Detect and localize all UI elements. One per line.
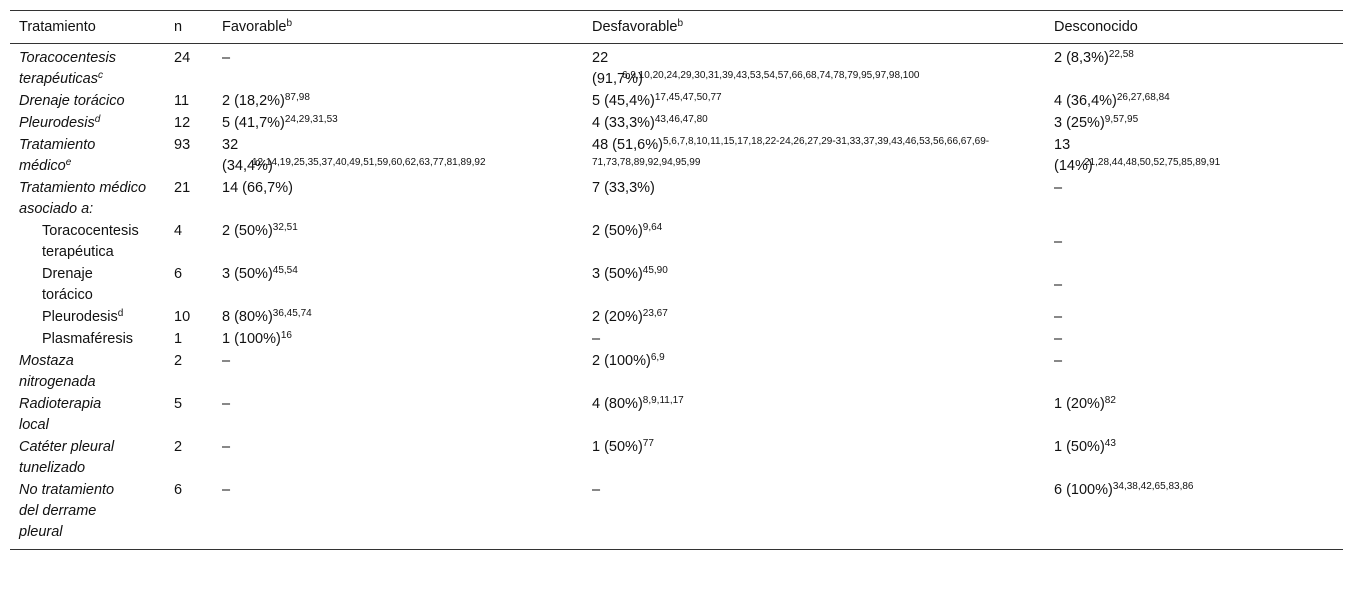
cell-treatment: Pleurodesis$^d$ <box>19 114 101 131</box>
cell-treatment: Plasmaféresis <box>42 331 134 347</box>
cell-unknown: – <box>1054 309 1063 325</box>
cell-unfavorable: 4 $(80\%)^{8,9,11,17}$ <box>592 395 684 412</box>
cell-treatment: Tratamiento médico asociado a: <box>19 180 147 217</box>
table-container <box>10 10 1343 550</box>
cell-treatment: Radioterapia local <box>19 396 102 433</box>
cell-unknown: 4 $(36,4\%)^{26,27,68,84}$ <box>1054 92 1170 109</box>
cell-favorable: 1 $(100\%)^{16}$ <box>222 330 292 347</box>
table-row <box>10 178 1343 221</box>
table-row <box>10 221 1343 264</box>
cell-unfavorable: 2 $(50\%)^{9,64}$ <box>592 222 663 239</box>
cell-unknown: – <box>1054 180 1063 196</box>
cell-unknown: – <box>1054 331 1063 347</box>
cell-n: 2 <box>174 439 183 455</box>
cell-n: 4 <box>174 223 183 239</box>
cell-unfavorable: 5 $(45,4\%)^{17,45,47,50,77}$ <box>592 92 722 109</box>
cell-favorable: – <box>222 396 231 412</box>
cell-treatment: Pleurodesis$^d$ <box>42 308 124 325</box>
cell-treatment: No tratamiento del derrame pleural <box>19 482 115 540</box>
cell-n: 6 <box>174 482 183 498</box>
cell-treatment: Drenaje torácico <box>42 266 93 303</box>
cell-n: 24 <box>174 50 191 66</box>
table-row <box>10 329 1343 351</box>
table-row <box>10 264 1343 307</box>
table-header <box>10 11 1343 44</box>
table-row <box>10 480 1343 550</box>
cell-treatment: Toracocentesis terapéutica <box>42 223 139 260</box>
cell-favorable: 8 $(80\%)^{36,45,74}$ <box>222 308 312 325</box>
cell-n: 12 <box>174 115 191 131</box>
cell-unfavorable: – <box>592 331 601 347</box>
cell-n: 21 <box>174 180 191 196</box>
cell-unknown: – <box>1054 277 1063 293</box>
header-unfavorable: Desfavorable$^b$ <box>592 18 683 35</box>
table-row <box>10 113 1343 135</box>
cell-unfavorable: 3 $(50\%)^{45,90}$ <box>592 265 668 282</box>
cell-unknown: 1 $(20\%)^{82}$ <box>1054 395 1116 412</box>
table-body <box>10 44 1343 550</box>
header-treatment: Tratamiento <box>19 19 96 35</box>
header-row <box>10 11 1343 44</box>
cell-unknown: – <box>1054 234 1063 250</box>
cell-n: 10 <box>174 309 191 325</box>
cell-n: 6 <box>174 266 183 282</box>
cell-favorable: – <box>222 353 231 369</box>
cell-favorable: 3 $(50\%)^{45,54}$ <box>222 265 298 282</box>
cell-treatment: Tratamiento médico$^e$ <box>19 137 96 174</box>
table-row <box>10 394 1343 437</box>
cell-favorable: 2 $(50\%)^{32,51}$ <box>222 222 298 239</box>
table-row <box>10 351 1343 394</box>
cell-favorable: 2 $(18,2\%)^{87,98}$ <box>222 92 310 109</box>
cell-n: 5 <box>174 396 183 412</box>
cell-unfavorable: – <box>592 482 601 498</box>
cell-unfavorable: 22 $(91,7\%)^{6,9,10,20,24,29,30,31,39,43,53,54,57,66,68,74,78,79,95,97,98,100}$ <box>592 50 920 87</box>
cell-n: 2 <box>174 353 183 369</box>
cell-unfavorable: 2 $(100\%)^{6,9}$ <box>592 352 665 369</box>
cell-unknown: 6 $(100\%)^{34,38,42,65,83,86}$ <box>1054 481 1194 498</box>
cell-favorable: 32 $(34,4\%)^{12,14,19,25,35,37,40,49,51,59,60,62,63,77,81,89,92}$ <box>222 137 486 174</box>
cell-unknown: 1 $(50\%)^{43}$ <box>1054 438 1116 455</box>
table-row <box>10 307 1343 329</box>
cell-unknown: – <box>1054 353 1063 369</box>
cell-favorable: – <box>222 439 231 455</box>
cell-unfavorable: 2 $(20\%)^{23,67}$ <box>592 308 668 325</box>
cell-unfavorable: 7 (33,3%) <box>592 180 655 196</box>
cell-n: 1 <box>174 331 183 347</box>
cell-treatment: Mostaza nitrogenada <box>19 353 96 390</box>
table-row <box>10 437 1343 480</box>
header-favorable: Favorable$^b$ <box>222 18 293 35</box>
header-unknown: Desconocido <box>1054 19 1138 35</box>
cell-n: 11 <box>174 93 190 109</box>
cell-unknown: 3 $(25\%)^{9,57,95}$ <box>1054 114 1139 131</box>
cell-favorable: – <box>222 50 231 66</box>
header-n: n <box>174 19 183 35</box>
cell-favorable: 14 (66,7%) <box>222 180 293 196</box>
cell-n: 93 <box>174 137 191 153</box>
table-row <box>10 135 1343 178</box>
treatment-outcomes-table <box>10 10 1343 550</box>
table-row <box>10 91 1343 113</box>
cell-unknown: 2 $(8,3\%)^{22,58}$ <box>1054 49 1134 66</box>
cell-treatment: Catéter pleural tunelizado <box>19 439 115 476</box>
cell-favorable: 5 $(41,7\%)^{24,29,31,53}$ <box>222 114 338 131</box>
cell-unknown: 13 $(14\%)^{21,28,44,48,50,52,75,85,89,91}$ <box>1054 137 1221 174</box>
cell-unfavorable: 1 $(50\%)^{77}$ <box>592 438 654 455</box>
table-row <box>10 44 1343 92</box>
cell-treatment: Toracocentesis terapéuticas$^c$ <box>19 50 116 87</box>
cell-treatment: Drenaje torácico <box>19 93 125 109</box>
cell-favorable: – <box>222 482 231 498</box>
cell-unfavorable: 4 $(33,3\%)^{43,46,47,80}$ <box>592 114 708 131</box>
cell-unfavorable: 48 $(51,6\%)^{5,6,7,8,10,11,15,17,18,22-24,26,27,29-31,33,37,39,43,46,53,56,66,67,69-71,73,78,89,92,94,95,99}$ <box>592 136 990 169</box>
